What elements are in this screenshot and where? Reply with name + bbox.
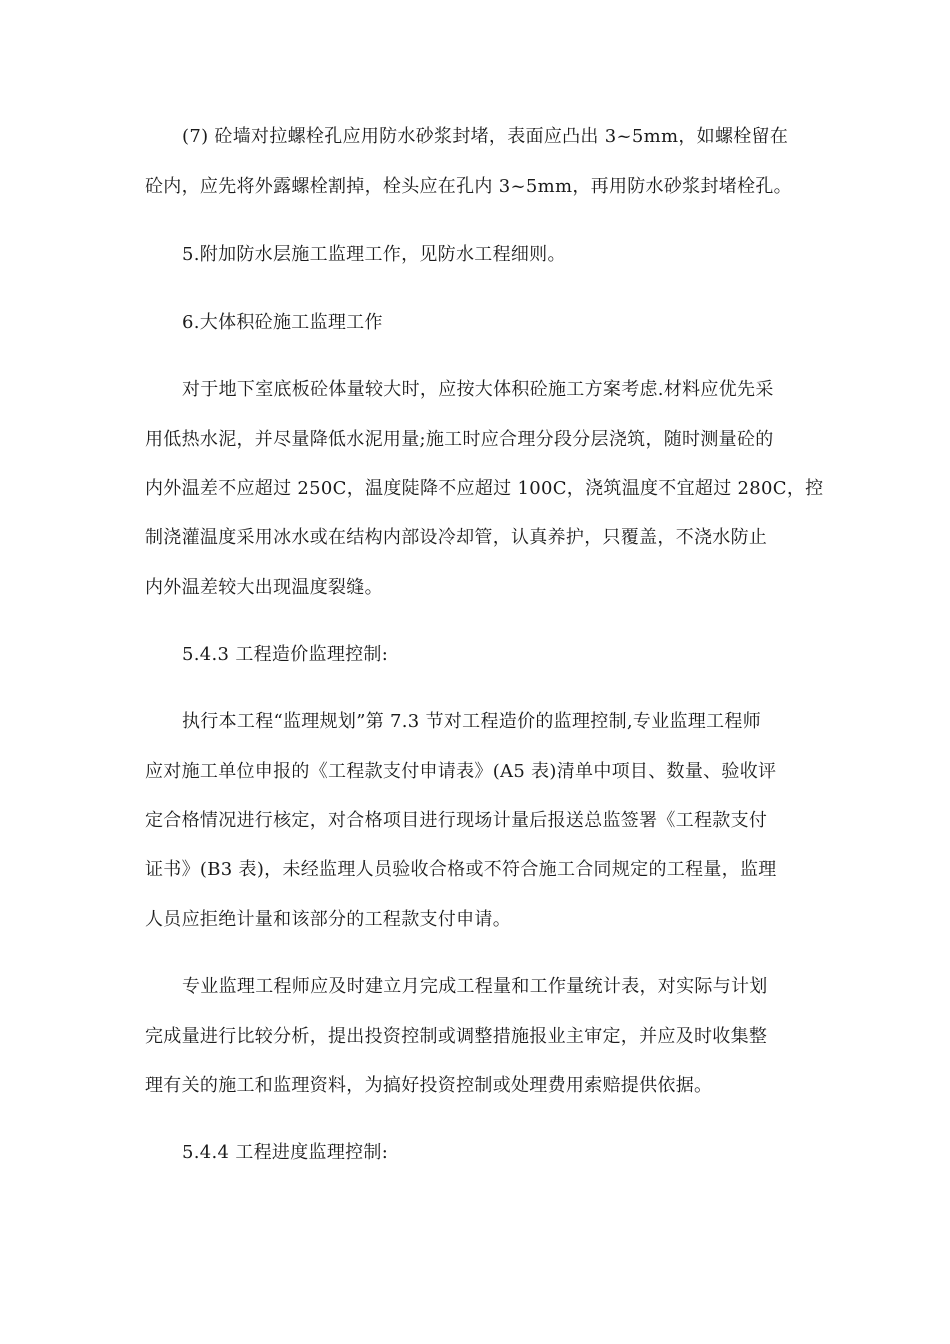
section543-para1-line4: 证书》(B3 表)，未经监理人员验收合格或不符合施工合同规定的工程量，监理 [145,859,777,880]
section6-para-line2: 用低热水泥，并尽量降低水泥用量;施工时应合理分段分层浇筑，随时测量砼的 [145,429,774,450]
section543-para1-line3: 定合格情况进行核定，对合格项目进行现场计量后报送总监签署《工程款支付 [145,810,768,831]
section543-para2-line3: 理有关的施工和监理资料，为搞好投资控制或处理费用索赔提供依据。 [145,1075,713,1096]
section6-heading: 6.大体积砼施工监理工作 [182,312,383,333]
section543-heading: 5.4.3 工程造价监理控制: [182,644,389,665]
section543-para1-line1: 执行本工程“监理规划”第 7.3 节对工程造价的监理控制,专业监理工程师 [182,711,761,732]
section6-para-line3: 内外温差不应超过 250C，温度陡降不应超过 100C，浇筑温度不宜超过 280C，控 [145,478,824,499]
section543-para1-line2: 应对施工单位申报的《工程款支付申请表》(A5 表)清单中项目、数量、验收评 [145,761,777,782]
section543-para2-line1: 专业监理工程师应及时建立月完成工程量和工作量统计表，对实际与计划 [182,976,768,997]
section544-heading: 5.4.4 工程进度监理控制: [182,1142,389,1163]
section543-para1-line5: 人员应拒绝计量和该部分的工程款支付申请。 [145,909,511,930]
section5-text: 5.附加防水层施工监理工作，见防水工程细则。 [182,244,566,265]
item7-line1: (7) 砼墙对拉螺栓孔应用防水砂浆封堵，表面应凸出 3~5mm，如螺栓留在 [182,126,789,147]
section6-para-line4: 制浇灌温度采用冰水或在结构内部设冷却管，认真养护，只覆盖，不浇水防止 [145,527,768,548]
section6-para-line5: 内外温差较大出现温度裂缝。 [145,577,383,598]
section543-para2-line2: 完成量进行比较分析，提出投资控制或调整措施报业主审定，并应及时收集整 [145,1026,768,1047]
section6-para-line1: 对于地下室底板砼体量较大时，应按大体积砼施工方案考虑.材料应优先采 [182,379,774,400]
item7-line2: 砼内，应先将外露螺栓割掉，栓头应在孔内 3~5mm，再用防水砂浆封堵栓孔。 [145,176,792,197]
